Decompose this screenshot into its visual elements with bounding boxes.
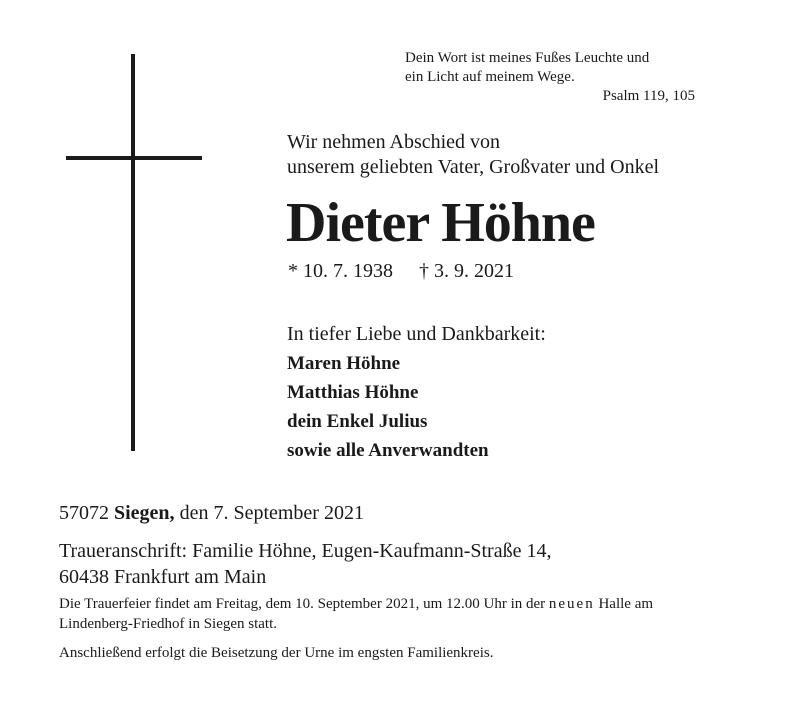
spaced-word: neuen	[548, 596, 595, 612]
birth-date: * 10. 7. 1938	[288, 260, 393, 282]
intro-text	[287, 130, 659, 180]
verse-line-2: ein Licht auf meinem Wege.	[405, 69, 575, 85]
intro-line-1: Wir nehmen Abschied von	[287, 131, 501, 153]
ceremony-line-2: Lindenberg-Friedhof in Siegen statt.	[59, 616, 278, 632]
deceased-name: Dieter Höhne	[286, 192, 595, 254]
city: Siegen,	[114, 502, 175, 524]
cross-horizontal-bar	[66, 156, 202, 160]
postcode: 57072	[59, 502, 109, 524]
burial-notice: Anschließend erfolgt die Beisetzung der Urne im engsten Familienkreis.	[59, 645, 494, 661]
mourners-block	[287, 320, 546, 465]
cross-vertical-bar	[131, 54, 135, 451]
verse-line-1: Dein Wort ist meines Fußes Leuchte und	[405, 50, 650, 66]
address-line-1: Traueranschrift: Familie Höhne, Eugen-Kaufmann-Straße 14,	[59, 540, 552, 562]
ceremony-notice	[59, 594, 749, 634]
mourning-address	[59, 538, 551, 590]
address-line-2: 60438 Frankfurt am Main	[59, 566, 267, 588]
place-and-date	[59, 500, 364, 526]
bible-verse	[405, 49, 695, 106]
life-dates	[288, 258, 514, 284]
death-date: † 3. 9. 2021	[419, 260, 514, 282]
mourner-name: Maren Höhne	[287, 353, 401, 374]
mourner-name: dein Enkel Julius	[287, 411, 428, 432]
notice-date: den 7. September 2021	[179, 502, 364, 524]
mourners-heading: In tiefer Liebe und Dankbarkeit:	[287, 323, 546, 345]
mourner-name: sowie alle Anverwandten	[287, 440, 489, 461]
intro-line-2: unserem geliebten Vater, Großvater und Onkel	[287, 156, 660, 178]
mourner-name: Matthias Höhne	[287, 382, 419, 403]
ceremony-line-1: Die Trauerfeier findet am Freitag, dem 10. September 2021, um 12.00 Uhr in der neuen Halle am	[59, 596, 654, 612]
verse-reference: Psalm 119, 105	[602, 88, 695, 104]
